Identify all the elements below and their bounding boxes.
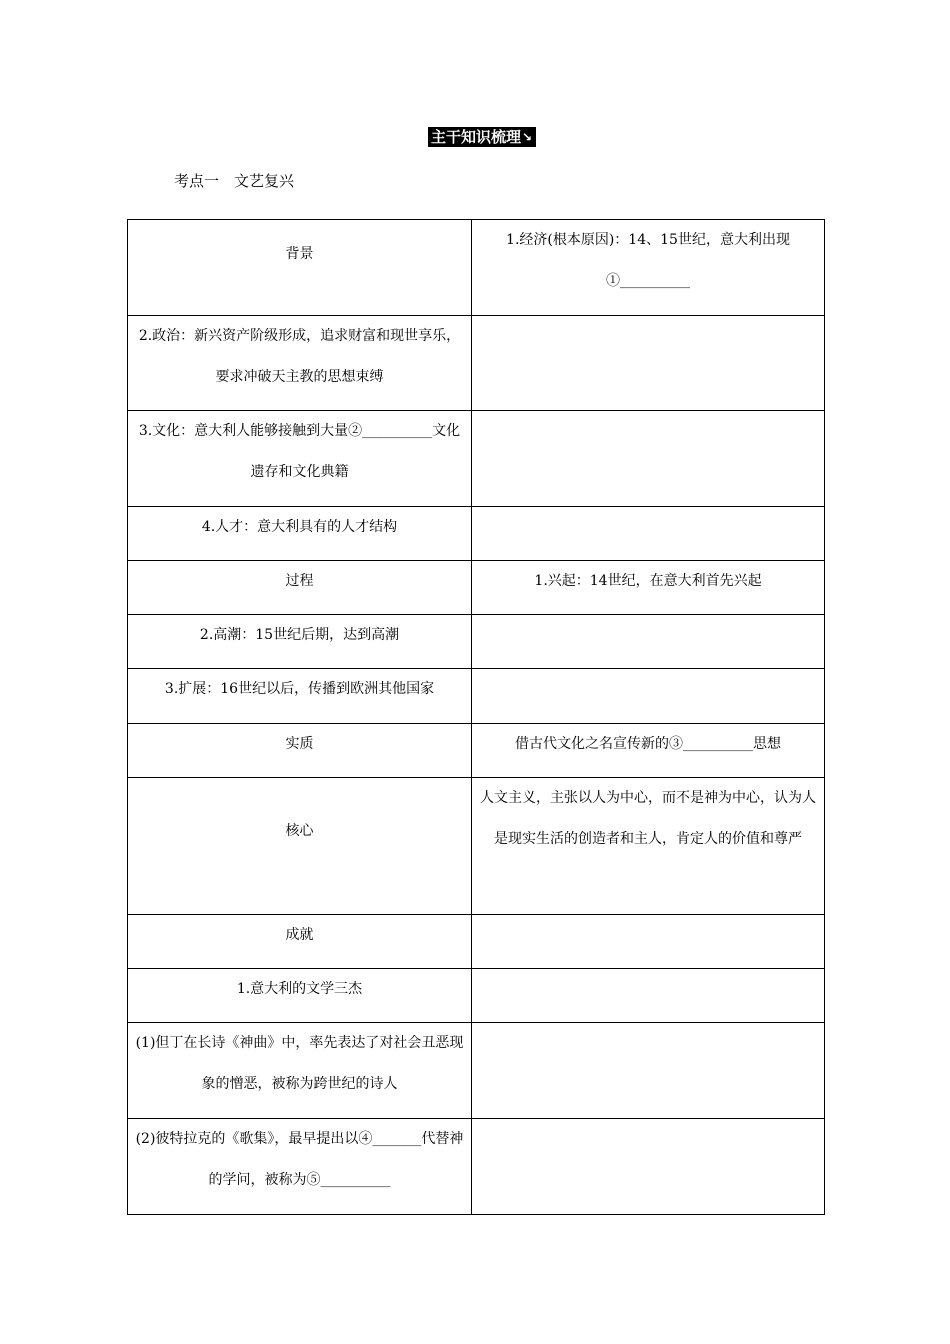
table-cell: 1.兴起：14世纪，在意大利首先兴起 — [472, 561, 825, 615]
table-cell — [472, 669, 825, 724]
table-row — [128, 1119, 825, 1215]
table-cell — [472, 507, 825, 561]
table-row — [128, 615, 825, 669]
table-row — [128, 724, 825, 778]
banner-title: 主干知识梳理 — [431, 128, 522, 146]
table-cell — [472, 969, 825, 1023]
section-banner — [428, 127, 536, 147]
table-cell: 2.政治：新兴资产阶级形成，追求财富和现世享乐，要求冲破天主教的思想束缚 — [128, 316, 472, 411]
table-row — [128, 220, 825, 316]
table-cell: 成就 — [128, 915, 472, 969]
table-row — [128, 411, 825, 507]
table-cell — [472, 411, 825, 507]
table-row — [128, 669, 825, 724]
table-cell: 1.经济(根本原因)：14、15世纪，意大利出现①__________ — [472, 220, 825, 316]
table-row — [128, 969, 825, 1023]
table-row — [128, 1023, 825, 1119]
table-row — [128, 561, 825, 615]
table-cell: 3.扩展：16世纪以后，传播到欧洲其他国家 — [128, 669, 472, 724]
table-cell: 3.文化：意大利人能够接触到大量②__________文化遗存和文化典籍 — [128, 411, 472, 507]
table-cell: 过程 — [128, 561, 472, 615]
table-cell: 人文主义，主张以人为中心，而不是神为中心，认为人是现实生活的创造者和主人，肯定人的价值和尊严 — [472, 778, 825, 915]
table-cell — [472, 316, 825, 411]
table-row — [128, 778, 825, 915]
table-cell: 实质 — [128, 724, 472, 778]
section-title: 考点一 文艺复兴 — [174, 172, 295, 190]
arrow-corner-icon: ↘ — [522, 130, 533, 144]
knowledge-table — [127, 219, 825, 1215]
table-row — [128, 915, 825, 969]
table-cell — [472, 915, 825, 969]
table-cell — [472, 1023, 825, 1119]
table-cell — [472, 615, 825, 669]
table-cell: 4.人才：意大利具有的人才结构 — [128, 507, 472, 561]
table-cell: (2)彼特拉克的《歌集》，最早提出以④_______代替神的学问，被称为⑤__________ — [128, 1119, 472, 1215]
table-cell: 借古代文化之名宣传新的③__________思想 — [472, 724, 825, 778]
table-cell: (1)但丁在长诗《神曲》中，率先表达了对社会丑恶现象的憎恶，被称为跨世纪的诗人 — [128, 1023, 472, 1119]
table-cell: 2.高潮：15世纪后期，达到高潮 — [128, 615, 472, 669]
table-cell: 核心 — [128, 778, 472, 915]
table-row — [128, 316, 825, 411]
table-cell — [472, 1119, 825, 1215]
table-cell: 背景 — [128, 220, 472, 316]
table-row — [128, 507, 825, 561]
table-cell: 1.意大利的文学三杰 — [128, 969, 472, 1023]
